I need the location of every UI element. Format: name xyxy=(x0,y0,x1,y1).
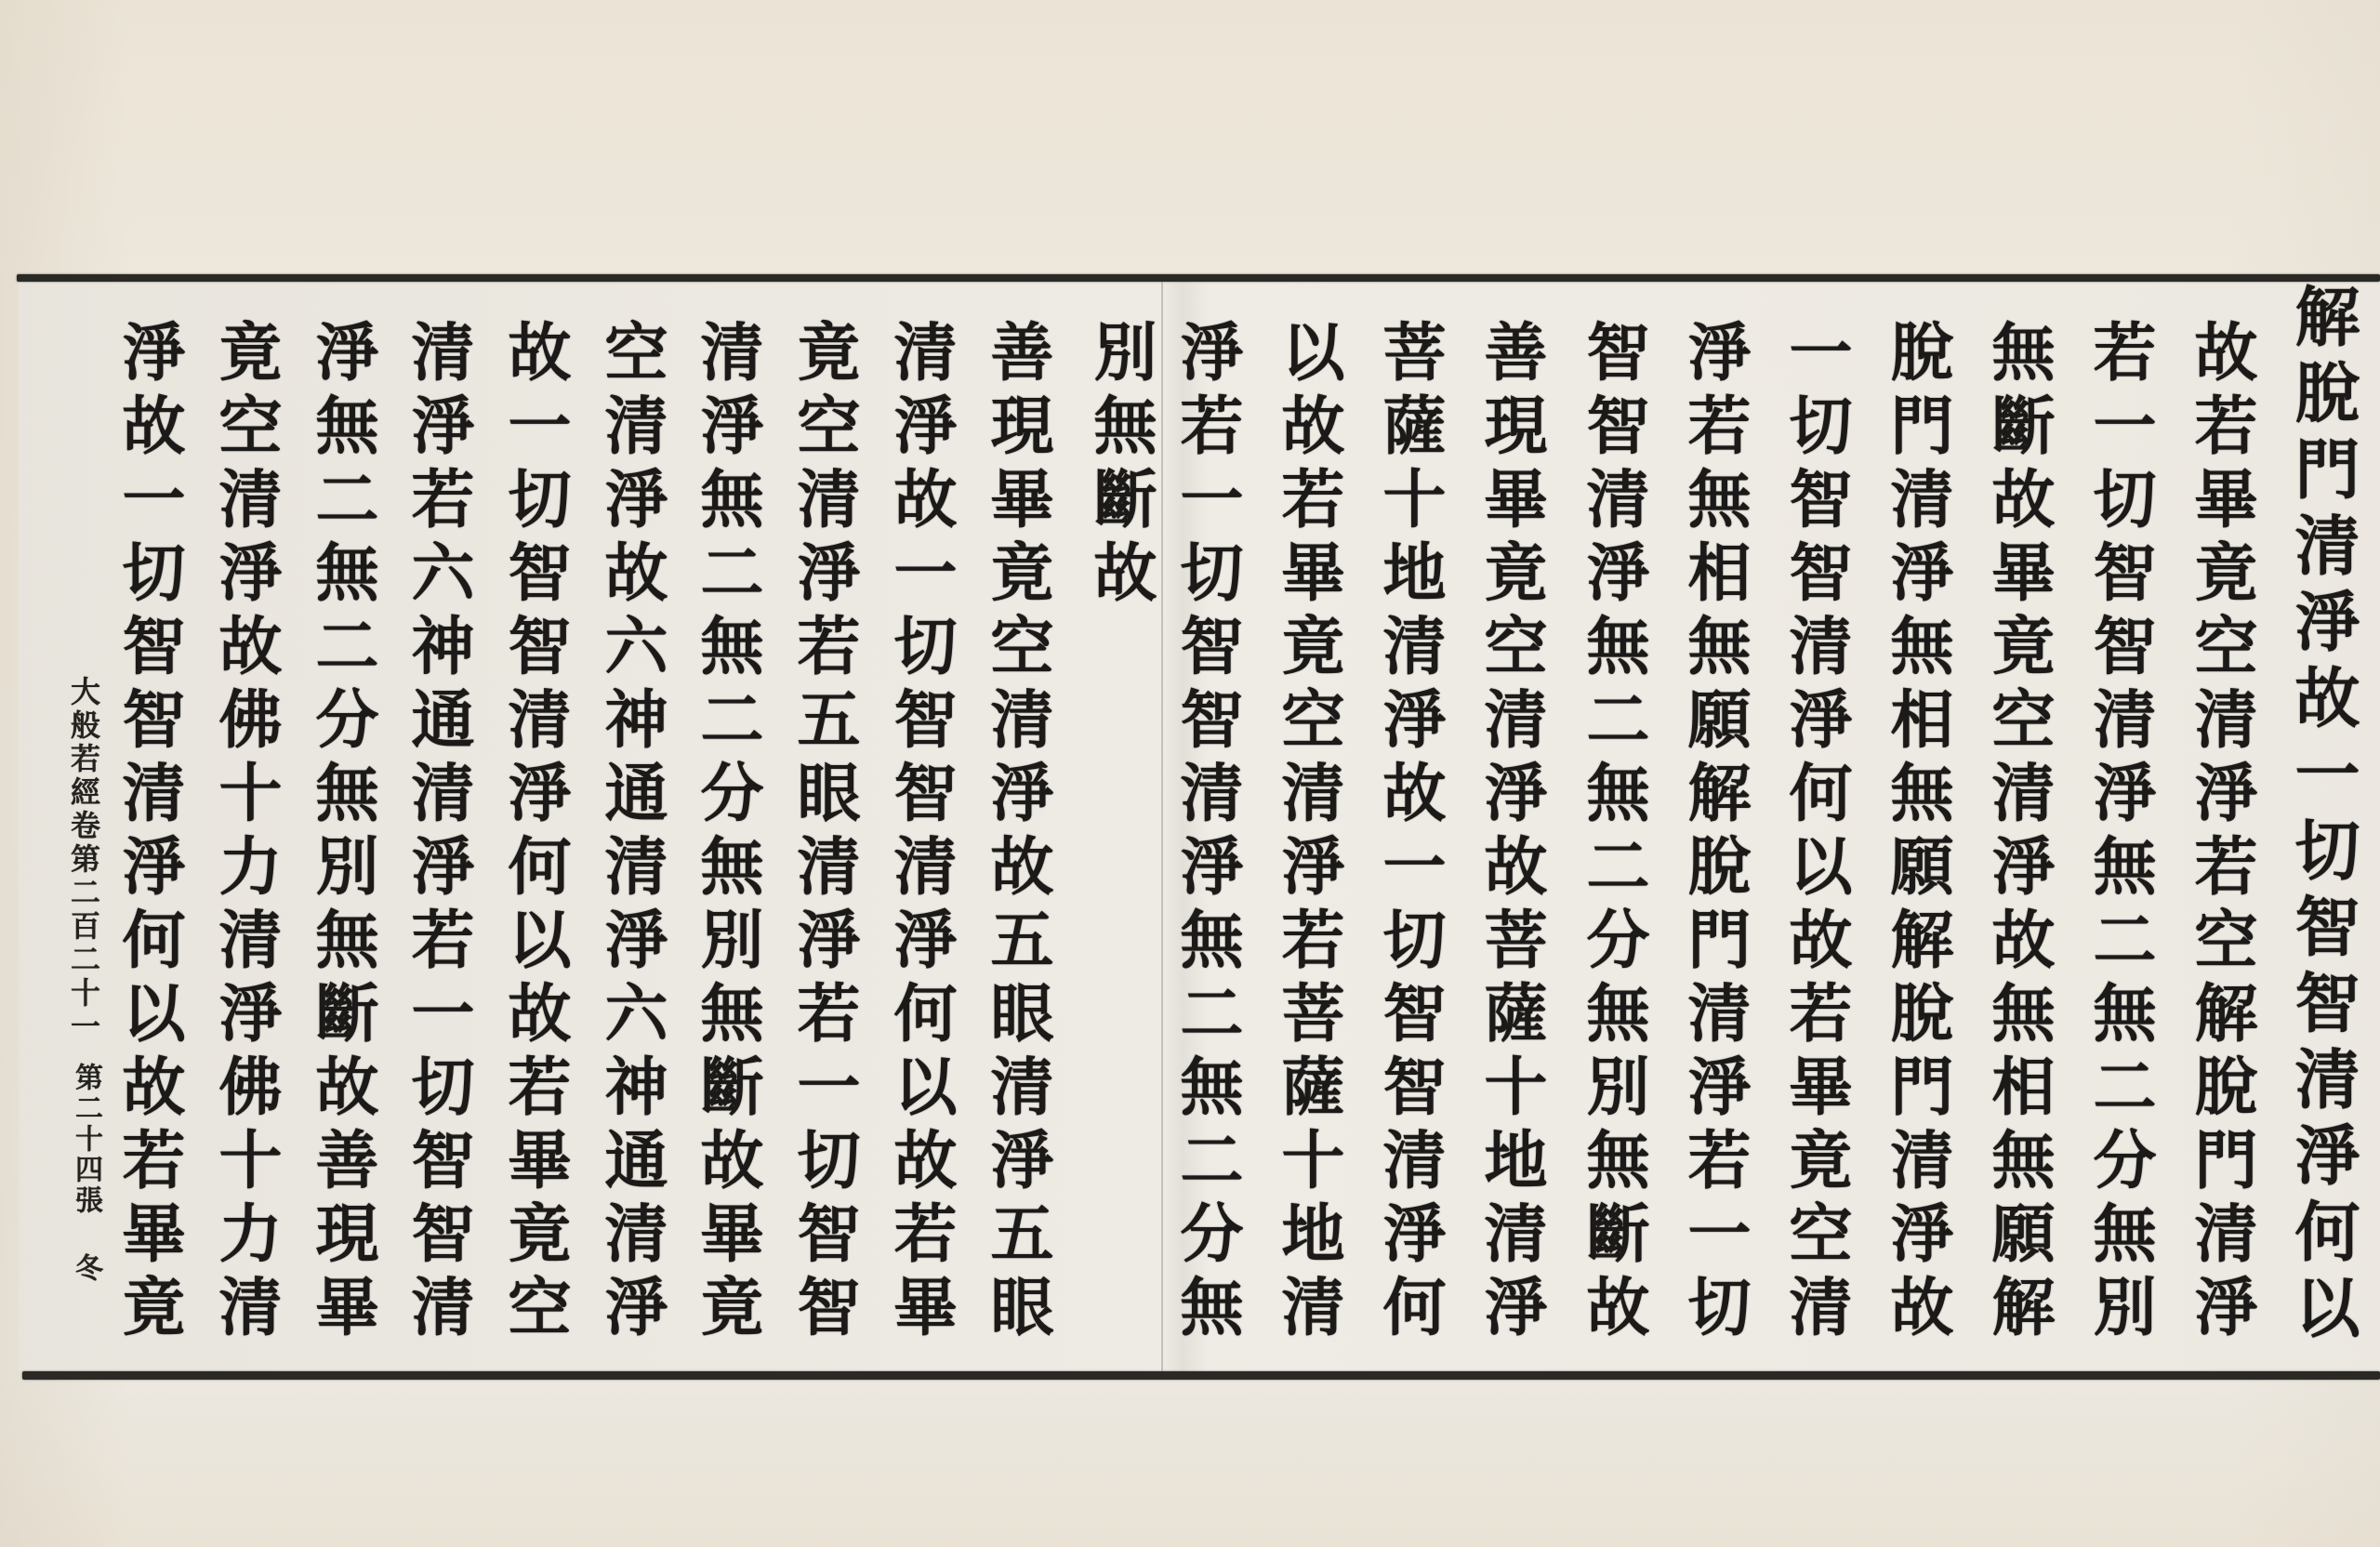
volume-title-margin: 大般若經卷第二百二十一 xyxy=(66,676,101,1044)
case-mark-margin: 冬 xyxy=(70,1253,102,1281)
text-column: 清淨若六神通清淨若一切智智清 xyxy=(401,319,475,1347)
text-column: 故一切智智清淨何以故若畢竟空 xyxy=(497,319,572,1347)
text-column: 淨若一切智智清淨無二無二分無 xyxy=(1170,319,1244,1347)
text-column: 一切智智清淨何以故若畢竟空清 xyxy=(1778,319,1853,1347)
text-column: 淨故一切智智清淨何以故若畢竟 xyxy=(112,319,186,1347)
text-column: 以故若畢竟空清淨若菩薩十地清 xyxy=(1271,319,1345,1347)
text-column: 竟空清淨故佛十力清淨佛十力清 xyxy=(208,319,283,1347)
text-column: 善現畢竟空清淨故菩薩十地清淨 xyxy=(1474,319,1548,1347)
text-column: 故若畢竟空清淨若空解脫門清淨 xyxy=(2184,319,2258,1347)
bottom-border-rule xyxy=(22,1371,2380,1380)
text-column: 脫門清淨無相無願解脫門清淨故 xyxy=(1880,319,1954,1347)
text-column: 淨若無相無願解脫門清淨若一切 xyxy=(1677,319,1752,1347)
text-column: 解脫門清淨故一切智智清淨何以 xyxy=(2284,283,2361,1350)
sheet-number-margin: 第二十四張 xyxy=(70,1063,102,1216)
text-column: 空清淨故六神通清淨六神通清淨 xyxy=(594,319,668,1347)
text-column: 智智清淨無二無二分無別無斷故 xyxy=(1576,319,1650,1347)
text-column: 別無斷故 xyxy=(1083,319,1157,613)
text-column: 菩薩十地清淨故一切智智清淨何 xyxy=(1372,319,1447,1347)
text-column: 竟空清淨若五眼清淨若一切智智 xyxy=(787,319,861,1347)
text-column: 清淨故一切智智清淨何以故若畢 xyxy=(883,319,958,1347)
text-column: 淨無二無二分無別無斷故善現畢 xyxy=(305,319,379,1347)
woodblock-seam-line xyxy=(1161,282,1163,1371)
text-column: 無斷故畢竟空清淨故無相無願解 xyxy=(1981,319,2056,1347)
text-column: 善現畢竟空清淨故五眼清淨五眼 xyxy=(980,319,1054,1347)
text-column: 若一切智智清淨無二無二分無別 xyxy=(2082,319,2157,1347)
text-column: 清淨無二無二分無別無斷故畢竟 xyxy=(690,319,764,1347)
top-border-rule xyxy=(17,274,2380,282)
